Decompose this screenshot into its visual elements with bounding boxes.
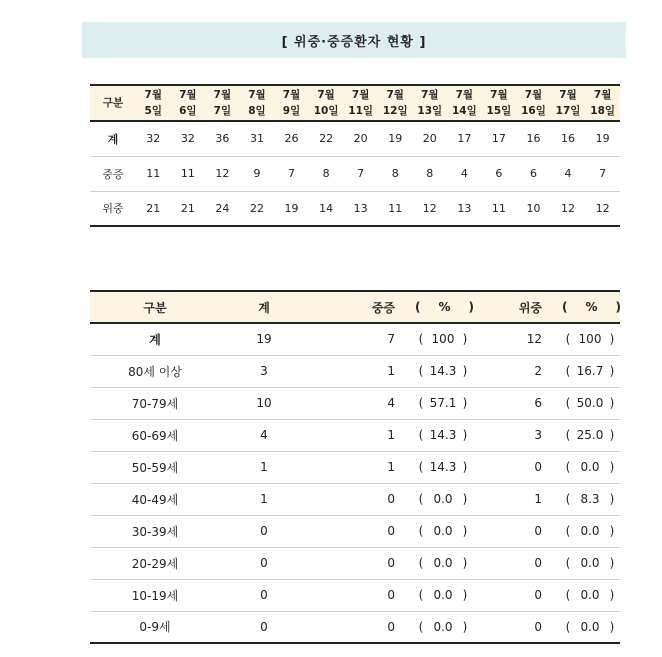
age-row bbox=[90, 515, 620, 547]
age-critical-pct-cell: ( 25.0 ) bbox=[565, 428, 615, 442]
age-severe-cell: 0 bbox=[387, 556, 395, 570]
age-row bbox=[90, 323, 620, 355]
age-row-label: 20-29세 bbox=[131, 556, 179, 571]
daily-cell: 8 bbox=[391, 167, 399, 180]
daily-cell: 12 bbox=[215, 167, 230, 180]
age-row bbox=[90, 419, 620, 451]
daily-cell: 4 bbox=[564, 167, 572, 180]
daily-date-header: 7월 13일 bbox=[417, 89, 443, 117]
age-row bbox=[90, 547, 620, 579]
daily-cell: 13 bbox=[457, 201, 472, 215]
age-severe-pct-cell: ( 0.0 ) bbox=[418, 492, 468, 506]
age-row-label: 60-69세 bbox=[131, 428, 179, 443]
daily-cell: 10 bbox=[526, 201, 541, 215]
daily-cell: 16 bbox=[561, 132, 576, 146]
daily-cell: 12 bbox=[595, 201, 610, 215]
age-severe-cell: 0 bbox=[387, 619, 395, 634]
daily-cell: 7 bbox=[357, 167, 365, 180]
age-critical-pct-cell: ( 0.0 ) bbox=[565, 588, 615, 602]
daily-cell: 16 bbox=[526, 132, 541, 146]
age-critical-cell: 0 bbox=[534, 556, 542, 570]
age-critical-pct-cell: ( 0.0 ) bbox=[565, 460, 615, 474]
age-row bbox=[90, 579, 620, 611]
age-row bbox=[90, 387, 620, 419]
daily-date-header: 7월 16일 bbox=[521, 89, 546, 117]
daily-cell: 21 bbox=[180, 201, 195, 215]
daily-cell: 32 bbox=[180, 132, 195, 146]
age-critical-cell: 1 bbox=[534, 492, 542, 506]
age-label-header: 구분 bbox=[143, 300, 167, 315]
daily-cell: 7 bbox=[599, 167, 607, 180]
daily-cell: 19 bbox=[595, 132, 610, 146]
age-row-label: 30-39세 bbox=[131, 524, 179, 539]
daily-cell: 32 bbox=[146, 132, 161, 146]
age-critical-cell: 0 bbox=[534, 619, 542, 634]
age-critical-cell: 2 bbox=[534, 364, 542, 378]
age-total-cell: 10 bbox=[256, 396, 272, 410]
daily-date-header: 7월 10일 bbox=[313, 89, 339, 117]
daily-date-header: 7월 14일 bbox=[451, 89, 477, 117]
age-critical-pct-cell: ( 50.0 ) bbox=[565, 396, 615, 410]
age-total-cell: 0 bbox=[260, 524, 268, 538]
daily-cell: 24 bbox=[215, 201, 230, 215]
age-severe-pct-cell: ( 0.0 ) bbox=[418, 556, 468, 570]
daily-date-header: 7월 17일 bbox=[555, 89, 581, 117]
daily-cell: 20 bbox=[422, 132, 437, 146]
daily-cell: 19 bbox=[284, 201, 299, 215]
daily-date-header: 7월 6일 bbox=[179, 89, 197, 117]
age-critical-pct-cell: ( 0.0 ) bbox=[565, 524, 615, 538]
daily-date-header: 7월 8일 bbox=[248, 89, 266, 117]
daily-cell: 22 bbox=[249, 201, 264, 215]
daily-cell: 19 bbox=[388, 132, 403, 146]
age-critical-header: 위중 bbox=[518, 300, 542, 315]
age-severe-cell: 0 bbox=[387, 492, 395, 506]
age-row-label: 80세 이상 bbox=[128, 364, 182, 379]
age-severe-pct-header: ( % ) bbox=[415, 300, 474, 314]
age-severe-pct-cell: ( 0.0 ) bbox=[418, 524, 468, 538]
age-critical-cell: 12 bbox=[526, 332, 542, 347]
daily-cell: 11 bbox=[491, 201, 506, 215]
age-total-cell: 1 bbox=[260, 492, 268, 506]
age-critical-pct-cell: ( 0.0 ) bbox=[565, 556, 615, 570]
age-total-cell: 0 bbox=[260, 556, 268, 570]
age-total-cell: 0 bbox=[260, 619, 268, 634]
daily-cell: 8 bbox=[426, 167, 434, 180]
age-critical-cell: 0 bbox=[534, 460, 542, 474]
age-header-row bbox=[90, 291, 620, 323]
daily-cell: 36 bbox=[215, 132, 230, 146]
daily-label-header: 구분 bbox=[102, 97, 124, 109]
age-critical-cell: 0 bbox=[534, 524, 542, 538]
daily-cell: 11 bbox=[180, 167, 195, 180]
age-total-cell: 0 bbox=[260, 588, 268, 602]
daily-cell: 11 bbox=[388, 201, 403, 215]
age-critical-cell: 6 bbox=[534, 396, 542, 410]
age-severe-pct-cell: ( 57.1 ) bbox=[418, 396, 468, 410]
daily-date-header: 7월 11일 bbox=[348, 89, 374, 117]
age-critical-pct-cell: ( 0.0 ) bbox=[565, 619, 615, 634]
daily-cell: 6 bbox=[529, 167, 537, 180]
daily-date-header: 7월 12일 bbox=[382, 89, 408, 117]
daily-cell: 20 bbox=[353, 132, 368, 146]
daily-row bbox=[90, 156, 620, 191]
age-critical-pct-cell: ( 16.7 ) bbox=[565, 364, 615, 378]
age-row bbox=[90, 483, 620, 515]
age-row bbox=[90, 451, 620, 483]
daily-row-label: 중증 bbox=[102, 167, 124, 181]
page-title: [ 위중·중증환자 현황 ] bbox=[82, 22, 626, 58]
daily-cell: 22 bbox=[319, 132, 334, 146]
daily-status-table bbox=[90, 84, 620, 227]
age-critical-cell: 3 bbox=[534, 428, 542, 442]
age-severe-pct-cell: ( 14.3 ) bbox=[418, 460, 468, 474]
age-critical-cell: 0 bbox=[534, 588, 542, 602]
daily-cell: 4 bbox=[460, 167, 468, 180]
daily-date-header: 7월 18일 bbox=[590, 89, 616, 117]
daily-date-header: 7월 9일 bbox=[282, 89, 301, 117]
daily-row-label: 위중 bbox=[102, 202, 124, 216]
daily-cell: 11 bbox=[146, 167, 161, 180]
daily-cell: 12 bbox=[561, 201, 576, 215]
daily-cell: 8 bbox=[322, 167, 330, 180]
age-row-label: 70-79세 bbox=[131, 396, 179, 411]
daily-cell: 21 bbox=[146, 201, 161, 215]
age-severe-cell: 0 bbox=[387, 588, 395, 602]
age-total-cell: 3 bbox=[260, 364, 268, 378]
age-severe-cell: 1 bbox=[387, 428, 395, 442]
daily-cell: 17 bbox=[491, 132, 506, 146]
age-severe-cell: 1 bbox=[387, 364, 395, 378]
daily-cell: 12 bbox=[422, 201, 437, 215]
age-critical-pct-cell: ( 100 ) bbox=[565, 332, 615, 347]
daily-date-header: 7월 5일 bbox=[144, 89, 162, 117]
age-severe-cell: 0 bbox=[387, 524, 395, 538]
daily-cell: 14 bbox=[319, 201, 334, 215]
age-total-header: 계 bbox=[258, 300, 270, 315]
daily-cell: 31 bbox=[249, 132, 264, 146]
age-row bbox=[90, 611, 620, 643]
daily-date-header: 7월 15일 bbox=[486, 89, 512, 117]
age-total-cell: 4 bbox=[260, 428, 268, 442]
age-row-label: 40-49세 bbox=[131, 492, 179, 507]
daily-cell: 7 bbox=[288, 167, 296, 180]
age-row-label: 0-9세 bbox=[139, 620, 171, 635]
age-severe-pct-cell: ( 14.3 ) bbox=[418, 364, 468, 378]
age-status-table bbox=[90, 290, 620, 644]
age-total-cell: 19 bbox=[256, 332, 272, 347]
daily-row bbox=[90, 191, 620, 226]
daily-row-label: 계 bbox=[107, 132, 119, 146]
age-row-label: 10-19세 bbox=[131, 588, 179, 603]
age-severe-pct-cell: ( 0.0 ) bbox=[418, 588, 468, 602]
age-severe-header: 중증 bbox=[371, 300, 395, 315]
daily-cell: 9 bbox=[253, 167, 261, 180]
age-critical-pct-header: ( % ) bbox=[562, 300, 621, 314]
daily-row bbox=[90, 121, 620, 156]
age-severe-pct-cell: ( 100 ) bbox=[418, 332, 468, 347]
daily-date-header: 7월 7일 bbox=[213, 89, 232, 117]
age-severe-cell: 1 bbox=[387, 460, 395, 474]
daily-cell: 13 bbox=[353, 201, 368, 215]
age-row bbox=[90, 355, 620, 387]
age-row-label: 50-59세 bbox=[131, 460, 179, 475]
daily-header-row bbox=[90, 85, 620, 121]
daily-cell: 17 bbox=[457, 132, 472, 146]
age-total-cell: 1 bbox=[260, 460, 268, 474]
age-critical-pct-cell: ( 8.3 ) bbox=[565, 492, 615, 506]
daily-cell: 6 bbox=[495, 167, 503, 180]
age-row-label: 계 bbox=[149, 332, 161, 347]
age-severe-pct-cell: ( 14.3 ) bbox=[418, 428, 468, 442]
age-severe-pct-cell: ( 0.0 ) bbox=[418, 619, 468, 634]
age-severe-cell: 7 bbox=[387, 332, 395, 347]
age-severe-cell: 4 bbox=[387, 396, 395, 410]
daily-cell: 26 bbox=[284, 132, 299, 146]
